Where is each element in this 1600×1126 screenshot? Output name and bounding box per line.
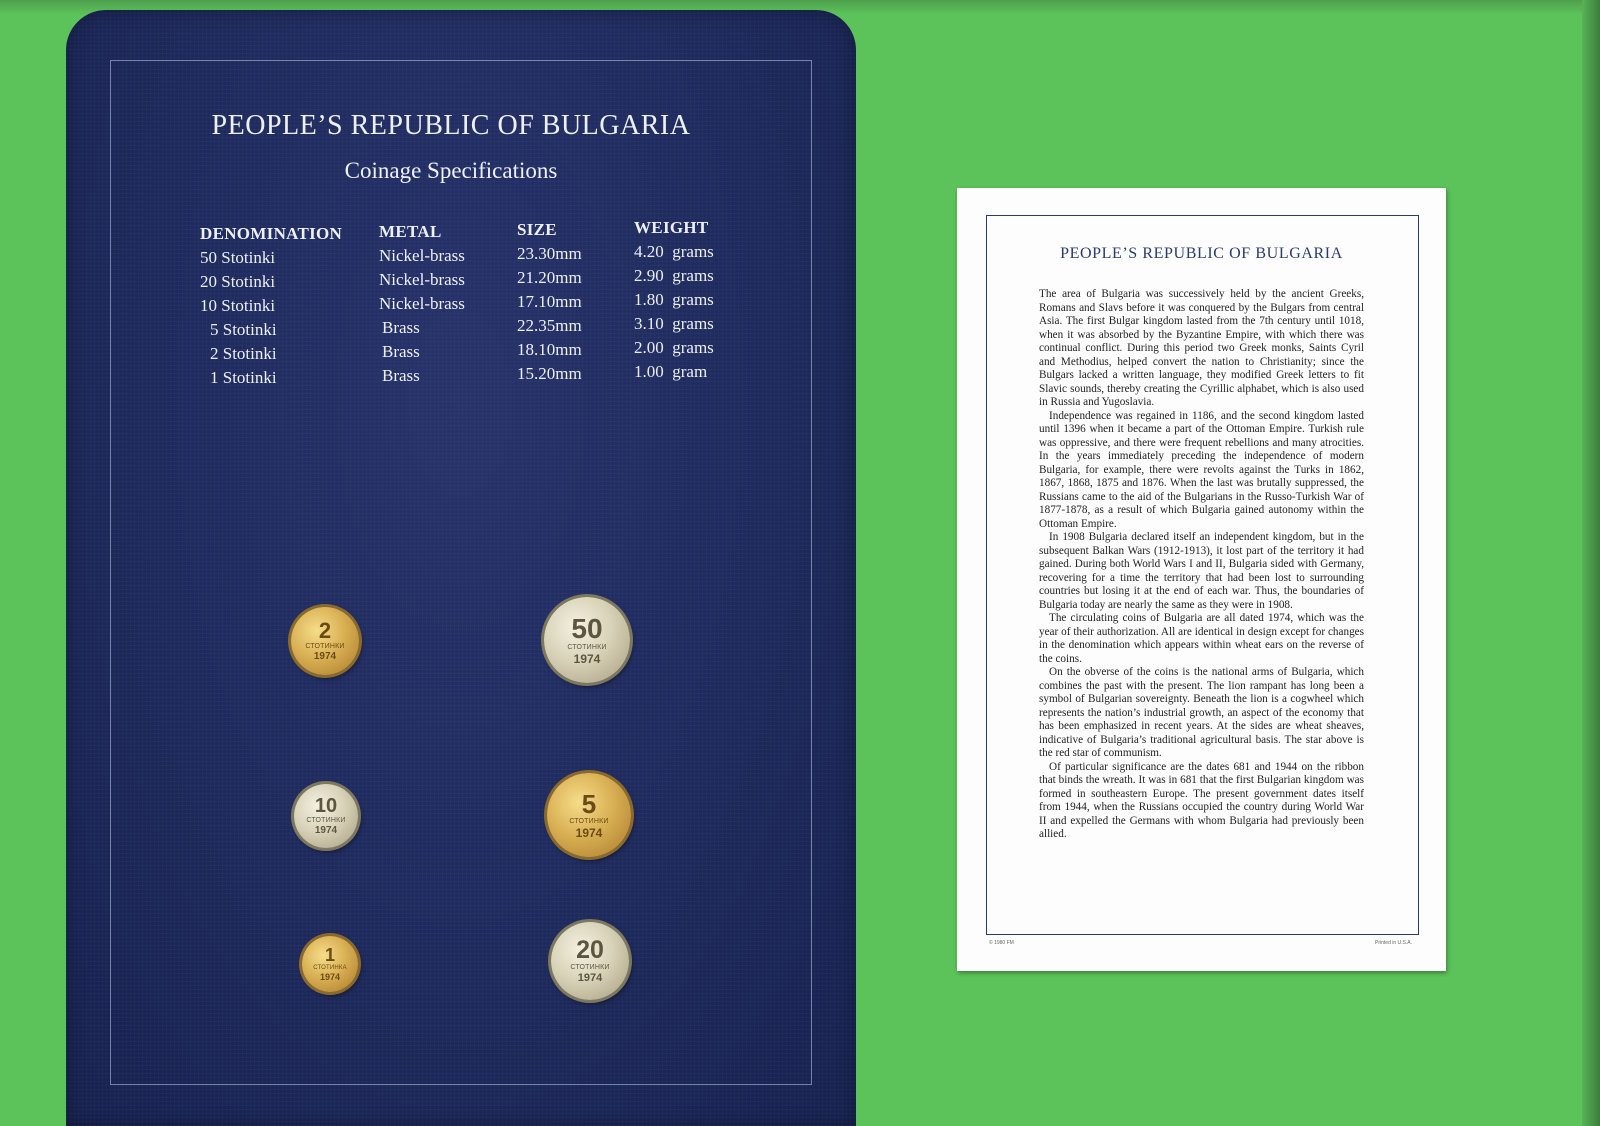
spec-header-weight: WEIGHT: [634, 218, 709, 237]
spec-column-metal: [379, 220, 465, 388]
leaflet-paragraph: Of particular significance are the dates 681 and 1944 on the ribbon that binds the wreath. It was in 681 that the first Bulgarian kingdom was formed in southeastern Europe. The present government dates itself from 1944, when the Russians occupied the country during World War II and expelled the Germans with whom Bulgaria had previously been allied.: [1039, 760, 1364, 840]
coin-denomination: 10: [314, 795, 338, 817]
background-shadow-right: [1582, 0, 1600, 1126]
spec-column-weight: [634, 216, 714, 384]
coin-denomination: 1: [324, 945, 335, 965]
coin-2-stotinki: [291, 607, 359, 675]
spec-cell-metal: Brass: [382, 366, 420, 385]
leaflet-paragraph: The area of Bulgaria was successively held by the ancient Greeks, Romans and Slavs before it was conquered by the Bulgars from central Asia. The first Bulgar kingdom lasted from the 7th century until 1018, when it was absorbed by the Byzantine Empire, with which there was continual conflict. During this period two Greek monks, Saints Cyril and Methodius, helped convert the nation to Christianity; since the Bulgars lacked a written language, they modified Greek letters to fit Slavic sounds, thereby creating the Cyrillic alphabet, which is also used in Russia and Yugoslavia.: [1039, 288, 1364, 408]
leaflet-paragraph: The circulating coins of Bulgaria are all dated 1974, which was the year of their authorization. All are identical in design except for changes in the denomination which appears within wheat ears on the reverse of the coins.: [1039, 612, 1364, 665]
spec-cell-size: 17.10mm: [517, 292, 582, 311]
leaflet-title: PEOPLE’S REPUBLIC OF BULGARIA: [1060, 245, 1343, 262]
coin-legend: СТОТИНКИ: [305, 643, 345, 650]
spec-header-denomination: DENOMINATION: [200, 224, 343, 243]
coin-year: 1974: [573, 652, 601, 666]
spec-cell-weight: 4.20 grams: [634, 242, 714, 261]
coin-denomination: 20: [576, 936, 604, 964]
coin-denomination: 50: [571, 613, 603, 644]
coin-denomination: 5: [581, 789, 597, 819]
leaflet-printed-note: Printed in U.S.A.: [1375, 940, 1412, 946]
spec-cell-denomination: 1 Stotinki: [210, 368, 277, 387]
spec-cell-size: 18.10mm: [517, 340, 582, 359]
spec-cell-metal: Nickel-brass: [379, 294, 465, 313]
coin-legend: СТОТИНКИ: [306, 817, 346, 824]
spec-cell-weight: 2.90 grams: [634, 266, 714, 285]
spec-header-size: SIZE: [517, 220, 557, 239]
spec-cell-denomination: 50 Stotinki: [200, 248, 276, 267]
coin-set-card: [66, 10, 856, 1126]
spec-header-metal: METAL: [379, 222, 442, 241]
coin-legend: СТОТИНКА: [313, 965, 347, 971]
spec-cell-metal: Brass: [382, 318, 420, 337]
information-leaflet: [957, 188, 1446, 971]
leaflet-paragraph: On the obverse of the coins is the national arms of Bulgaria, which combines the past with the present. The lion rampant has long been a symbol of Bulgarian sovereignty. Beneath the lion is a cogwheel which represents the nation’s industrial growth, an aspect of the economy that has been emphasized in recent years. At the sides are wheat sheaves, indicative of Bulgaria’s traditional agricultural basis. The star above is the red star of communism.: [1039, 666, 1364, 759]
coin-year: 1974: [577, 972, 603, 984]
spec-cell-denomination: 10 Stotinki: [200, 296, 276, 315]
spec-cell-size: 23.30mm: [517, 244, 582, 263]
leaflet-paragraph: Independence was regained in 1186, and the second kingdom lasted until 1396 when it became a part of the Ottoman Empire. Turkish rule was oppressive, and there were frequent rebellions and many atrocities. In the years immediately preceding the independence of modern Bulgaria, for example, there were revolts against the Turks in 1862, 1867, 1868, 1875 and 1876. When the last was brutally suppressed, the Russians came to the aid of the Bulgarians in the Russo-Turkish War of 1877-1878, as a result of which Bulgaria gained autonomy within the Ottoman Empire.: [1039, 409, 1364, 530]
leaflet-body: [1039, 288, 1364, 842]
spec-cell-metal: Nickel-brass: [379, 246, 465, 265]
spec-column-denomination: [200, 222, 342, 390]
coin-20-stotinki: [551, 922, 629, 1000]
spec-cell-denomination: 5 Stotinki: [210, 320, 277, 339]
coin-5-stotinki: [547, 773, 631, 857]
card-title: PEOPLE’S REPUBLIC OF BULGARIA: [211, 110, 691, 141]
coin-year: 1974: [319, 972, 341, 982]
spec-cell-size: 15.20mm: [517, 364, 582, 383]
card-subtitle: Coinage Specifications: [344, 158, 558, 183]
coin-legend: СТОТИНКИ: [569, 818, 609, 825]
coin-10-stotinki: [294, 784, 358, 848]
spec-cell-weight: 1.80 grams: [634, 290, 714, 309]
coin-year: 1974: [313, 651, 337, 662]
spec-cell-weight: 3.10 grams: [634, 314, 714, 333]
coin-50-stotinki: [544, 597, 630, 683]
leaflet-paragraph: In 1908 Bulgaria declared itself an independent kingdom, but in the subsequent Balkan Wars (1912-1913), it lost part of the territory it had gained. During both World Wars I and II, Bulgaria sided with Germany, recovering for a time the territory that had been lost to surrounding countries but losing it at the end of each war. Thus, the boundaries of Bulgaria today are nearly the same as they were in 1908.: [1039, 531, 1364, 611]
spec-cell-denomination: 2 Stotinki: [210, 344, 277, 363]
coin-legend: СТОТИНКИ: [567, 644, 607, 651]
spec-cell-size: 21.20mm: [517, 268, 582, 287]
card-frame-border: [110, 60, 812, 1085]
spec-cell-weight: 1.00 gram: [634, 362, 708, 381]
spec-cell-weight: 2.00 grams: [634, 338, 714, 357]
coin-year: 1974: [575, 826, 603, 840]
spec-column-size: [517, 218, 582, 386]
coin-denomination: 2: [318, 618, 332, 643]
spec-cell-denomination: 20 Stotinki: [200, 272, 276, 291]
coin-legend: СТОТИНКИ: [570, 964, 610, 971]
coin-year: 1974: [314, 825, 338, 836]
spec-cell-size: 22.35mm: [517, 316, 582, 335]
coin-1-stotinka: [302, 936, 358, 992]
spec-cell-metal: Brass: [382, 342, 420, 361]
spec-cell-metal: Nickel-brass: [379, 270, 465, 289]
leaflet-copyright: © 1980 FM: [989, 940, 1014, 946]
